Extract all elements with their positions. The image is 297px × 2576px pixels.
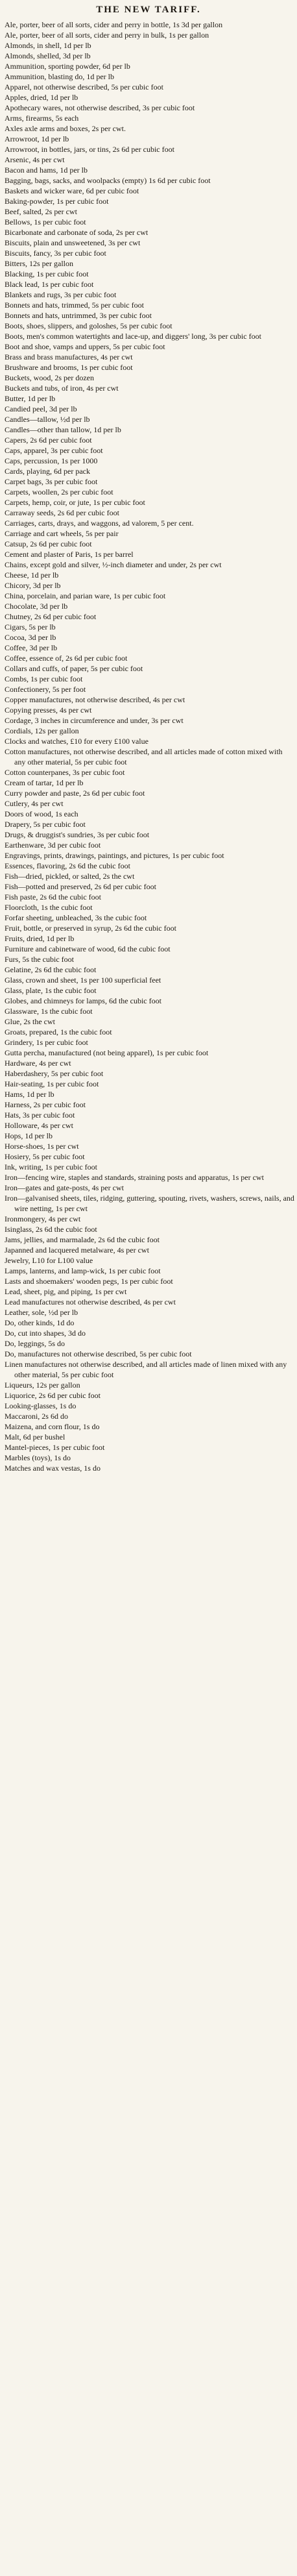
tariff-list <box>0 19 297 1473</box>
tariff-entry: Black lead, 1s per cubic foot <box>5 280 94 289</box>
tariff-entry: Fish paste, 2s 6d the cubic foot <box>5 892 101 902</box>
tariff-entry: Candied peel, 3d per lb <box>5 404 77 413</box>
tariff-entry: Glue, 2s the cwt <box>5 1017 55 1026</box>
tariff-entry: Clocks and watches, £10 for every £100 value <box>5 737 148 746</box>
tariff-entry: Gelatine, 2s 6d the cubic foot <box>5 965 97 974</box>
tariff-entry: Apples, dried, 1d per lb <box>5 93 78 102</box>
tariff-entry: Cordials, 12s per gallon <box>5 726 79 735</box>
tariff-entry: Cheese, 1d per lb <box>5 570 59 580</box>
tariff-entry: Globes, and chimneys for lamps, 6d the cubic foot <box>5 996 161 1005</box>
tariff-entry: Iron—gates and gate-posts, 4s per cwt <box>5 1183 124 1192</box>
tariff-entry: Bellows, 1s per cubic foot <box>5 217 86 227</box>
tariff-entry: Bonnets and hats, untrimmed, 3s per cubic foot <box>5 311 152 320</box>
tariff-entry: Butter, 1d per lb <box>5 394 56 403</box>
tariff-entry: Harness, 2s per cubic foot <box>5 1100 86 1109</box>
tariff-entry: Arms, firearms, 5s each <box>5 114 79 123</box>
tariff-entry: Do, other kinds, 1d do <box>5 1318 75 1327</box>
tariff-entry: Carriages, carts, drays, and waggons, ad valorem, 5 per cent. <box>5 519 194 528</box>
tariff-entry: Arrowroot, 1d per lb <box>5 134 69 143</box>
tariff-entry: Caps, apparel, 3s per cubic foot <box>5 446 103 455</box>
tariff-entry: Beef, salted, 2s per cwt <box>5 207 77 216</box>
tariff-entry: Boots, men's common watertights and lace-up, and diggers' long, 3s per cubic foot <box>5 332 261 341</box>
tariff-entry: Baskets and wicker ware, 6d per cubic foot <box>5 186 139 195</box>
tariff-entry: Chutney, 2s 6d per cubic foot <box>5 612 97 621</box>
tariff-entry: Coffee, 3d per lb <box>5 643 58 652</box>
tariff-entry: Cotton counterpanes, 3s per cubic foot <box>5 768 125 777</box>
tariff-entry: Groats, prepared, 1s the cubic foot <box>5 1027 112 1037</box>
tariff-entry: Liqueurs, 12s per gallon <box>5 1380 80 1390</box>
tariff-entry: Marbles (toys), 1s do <box>5 1453 71 1462</box>
tariff-entry: Bicarbonate and carbonate of soda, 2s per cwt <box>5 228 148 237</box>
tariff-entry: Blacking, 1s per cubic foot <box>5 269 89 278</box>
tariff-entry: Chocolate, 3d per lb <box>5 602 68 611</box>
tariff-entry: Holloware, 4s per cwt <box>5 1121 73 1130</box>
tariff-entry: Chicory, 3d per lb <box>5 581 61 590</box>
tariff-entry: Lamps, lanterns, and lamp-wick, 1s per cubic foot <box>5 1266 161 1275</box>
tariff-entry: Mantel-pieces, 1s per cubic foot <box>5 1443 105 1452</box>
tariff-entry: China, porcelain, and parian ware, 1s per cubic foot <box>5 591 166 600</box>
tariff-entry: Cotton manufactures, not otherwise described, and all articles made of cotton mixed with any other material, 5s per cubic foot <box>5 747 283 767</box>
tariff-entry: Fish—potted and preserved, 2s 6d per cubic foot <box>5 882 156 891</box>
tariff-entry: Matches and wax vestas, 1s do <box>5 1464 101 1473</box>
tariff-entry: Bitters, 12s per gallon <box>5 259 73 268</box>
tariff-entry: Coffee, essence of, 2s 6d per cubic foot <box>5 654 128 663</box>
tariff-entry: Caps, percussion, 1s per 1000 <box>5 456 98 465</box>
tariff-entry: Jewelry, L10 for L100 value <box>5 1256 93 1265</box>
tariff-entry: Glassware, 1s the cubic foot <box>5 1007 93 1016</box>
tariff-entry: Carraway seeds, 2s 6d per cubic foot <box>5 508 119 517</box>
tariff-entry: Cigars, 5s per lb <box>5 622 56 632</box>
tariff-entry: Glass, plate, 1s the cubic foot <box>5 986 97 995</box>
tariff-entry: Hosiery, 5s per cubic foot <box>5 1152 85 1161</box>
tariff-entry: Forfar sheeting, unbleached, 3s the cubic foot <box>5 913 147 922</box>
tariff-entry: Cement and plaster of Paris, 1s per barrel <box>5 550 134 559</box>
tariff-entry: Arsenic, 4s per cwt <box>5 155 65 164</box>
tariff-entry: Do, leggings, 5s do <box>5 1339 65 1348</box>
tariff-entry: Brass and brass manufactures, 4s per cwt <box>5 352 133 362</box>
tariff-entry: Japanned and lacquered metalware, 4s per cwt <box>5 1245 149 1255</box>
tariff-entry: Do, cut into shapes, 3d do <box>5 1329 86 1338</box>
tariff-entry: Hats, 3s per cubic foot <box>5 1110 75 1120</box>
tariff-entry: Doors of wood, 1s each <box>5 809 78 818</box>
tariff-entry: Candles—other than tallow, 1d per lb <box>5 425 121 434</box>
tariff-entry: Fruit, bottle, or preserved in syrup, 2s 6d the cubic foot <box>5 924 176 933</box>
tariff-entry: Ink, writing, 1s per cubic foot <box>5 1162 97 1171</box>
tariff-entry: Fruits, dried, 1d per lb <box>5 934 75 943</box>
tariff-entry: Grindery, 1s per cubic foot <box>5 1038 88 1047</box>
tariff-entry: Ale, porter, beer of all sorts, cider and perry in bottle, 1s 3d per gallon <box>5 20 223 29</box>
tariff-entry: Linen manufactures not otherwise described, and all articles made of linen mixed with any other material, 5s per cubic foot <box>5 1360 287 1379</box>
tariff-entry: Carpets, hemp, coir, or jute, 1s per cubic foot <box>5 498 145 507</box>
tariff-entry: Looking-glasses, 1s do <box>5 1401 77 1410</box>
tariff-entry: Copper manufactures, not otherwise described, 4s per cwt <box>5 695 185 704</box>
tariff-entry: Axles axle arms and boxes, 2s per cwt. <box>5 124 126 133</box>
tariff-entry: Cream of tartar, 1d per lb <box>5 778 84 787</box>
tariff-entry: Furniture and cabinetware of wood, 6d the cubic foot <box>5 944 171 953</box>
tariff-entry: Catsup, 2s 6d per cubic foot <box>5 539 92 548</box>
tariff-entry: Jams, jellies, and marmalade, 2s 6d the cubic foot <box>5 1235 160 1244</box>
tariff-entry: Hops, 1d per lb <box>5 1131 53 1140</box>
tariff-entry: Lead manufactures not otherwise described, 4s per cwt <box>5 1297 176 1306</box>
tariff-entry: Furs, 5s the cubic foot <box>5 955 74 964</box>
tariff-entry: Leather, sole, ½d per lb <box>5 1308 78 1317</box>
tariff-entry: Floorcloth, 1s the cubic foot <box>5 903 93 912</box>
tariff-entry: Baking-powder, 1s per cubic foot <box>5 197 109 206</box>
tariff-entry: Combs, 1s per cubic foot <box>5 674 83 683</box>
tariff-entry: Bonnets and hats, trimmed, 5s per cubic foot <box>5 301 144 310</box>
tariff-entry: Fish—dried, pickled, or salted, 2s the cwt <box>5 872 135 881</box>
tariff-entry: Biscuits, fancy, 3s per cubic foot <box>5 249 106 258</box>
tariff-entry: Blankets and rugs, 3s per cubic foot <box>5 290 117 299</box>
tariff-entry: Ironmongery, 4s per cwt <box>5 1214 81 1223</box>
tariff-entry: Earthenware, 3d per cubic foot <box>5 840 101 850</box>
tariff-entry: Horse-shoes, 1s per cwt <box>5 1142 79 1151</box>
tariff-entry: Ammunition, blasting do, 1d per lb <box>5 72 114 81</box>
tariff-entry: Candles—tallow, ½d per lb <box>5 415 90 424</box>
tariff-entry: Apparel, not otherwise described, 5s per cubic foot <box>5 82 163 92</box>
tariff-entry: Drugs, & druggist's sundries, 3s per cubic foot <box>5 830 150 839</box>
tariff-entry: Gutta percha, manufactured (not being apparel), 1s per cubic foot <box>5 1048 209 1057</box>
tariff-entry: Do, manufactures not otherwise described, 5s per cubic foot <box>5 1349 192 1358</box>
tariff-entry: Maizena, and corn flour, 1s do <box>5 1422 100 1431</box>
tariff-entry: Glass, crown and sheet, 1s per 100 superficial feet <box>5 975 161 985</box>
tariff-entry: Chains, except gold and silver, ½-inch diameter and under, 2s per cwt <box>5 560 222 569</box>
tariff-entry: Hardware, 4s per cwt <box>5 1059 71 1068</box>
tariff-entry: Capers, 2s 6d per cubic foot <box>5 435 92 445</box>
tariff-entry: Liquorice, 2s 6d per cubic foot <box>5 1391 101 1400</box>
tariff-entry: Maccaroni, 2s 6d do <box>5 1412 68 1421</box>
tariff-entry: Bagging, bags, sacks, and woolpacks (empty) 1s 6d per cubic foot <box>5 176 211 185</box>
tariff-entry: Buckets, wood, 2s per dozen <box>5 373 94 382</box>
tariff-entry: Carriage and cart wheels, 5s per pair <box>5 529 119 538</box>
tariff-entry: Curry powder and paste, 2s 6d per cubic foot <box>5 789 145 798</box>
tariff-entry: Hams, 1d per lb <box>5 1090 54 1099</box>
tariff-entry: Collars and cuffs, of paper, 5s per cubic foot <box>5 664 143 673</box>
tariff-entry: Essences, flavoring, 2s 6d the cubic foot <box>5 861 130 870</box>
tariff-entry: Apothecary wares, not otherwise described, 3s per cubic foot <box>5 103 195 112</box>
tariff-entry: Bacon and hams, 1d per lb <box>5 166 88 175</box>
tariff-entry: Malt, 6d per bushel <box>5 1432 65 1441</box>
tariff-entry: Copying presses, 4s per cwt <box>5 705 92 715</box>
tariff-entry: Lead, sheet, pig, and piping, 1s per cwt <box>5 1287 127 1296</box>
tariff-entry: Isinglass, 2s 6d the cubic foot <box>5 1225 97 1234</box>
tariff-entry: Boot and shoe, vamps and uppers, 5s per cubic foot <box>5 342 165 351</box>
tariff-entry: Ammunition, sporting powder, 6d per lb <box>5 62 130 71</box>
tariff-entry: Buckets and tubs, of iron, 4s per cwt <box>5 384 119 393</box>
tariff-entry: Cutlery, 4s per cwt <box>5 799 64 808</box>
tariff-entry: Lasts and shoemakers' wooden pegs, 1s per cubic foot <box>5 1277 173 1286</box>
tariff-entry: Hair-seating, 1s per cubic foot <box>5 1079 99 1088</box>
tariff-entry: Biscuits, plain and unsweetened, 3s per cwt <box>5 238 141 247</box>
tariff-entry: Almonds, in shell, 1d per lb <box>5 41 91 50</box>
tariff-entry: Brushware and brooms, 1s per cubic foot <box>5 363 133 372</box>
tariff-entry: Haberdashery, 5s per cubic foot <box>5 1069 104 1078</box>
tariff-entry: Ale, porter, beer of all sorts, cider and perry in bulk, 1s per gallon <box>5 31 209 40</box>
tariff-entry: Cocoa, 3d per lb <box>5 633 56 642</box>
tariff-entry: Drapery, 5s per cubic foot <box>5 820 86 829</box>
tariff-entry: Iron—fencing wire, staples and standards, straining posts and apparatus, 1s per cwt <box>5 1173 264 1182</box>
tariff-entry: Iron—galvanised sheets, tiles, ridging, guttering, spouting, rivets, washers, screws, nails, and wire netting, 1s per cwt <box>5 1194 294 1213</box>
tariff-entry: Carpet bags, 3s per cubic foot <box>5 477 98 486</box>
tariff-title: THE NEW TARIFF. <box>96 5 201 15</box>
tariff-entry: Arrowroot, in bottles, jars, or tins, 2s 6d per cubic foot <box>5 145 174 154</box>
tariff-entry: Boots, shoes, slippers, and goloshes, 5s per cubic foot <box>5 321 172 330</box>
tariff-entry: Almonds, shelled, 3d per lb <box>5 51 91 60</box>
tariff-entry: Confectionery, 5s per foot <box>5 685 86 694</box>
tariff-entry: Cordage, 3 inches in circumference and under, 3s per cwt <box>5 716 184 725</box>
tariff-entry: Cards, playing, 6d per pack <box>5 467 90 476</box>
tariff-entry: Engravings, prints, drawings, paintings, and pictures, 1s per cubic foot <box>5 851 224 860</box>
tariff-entry: Carpets, woollen, 2s per cubic foot <box>5 487 113 497</box>
